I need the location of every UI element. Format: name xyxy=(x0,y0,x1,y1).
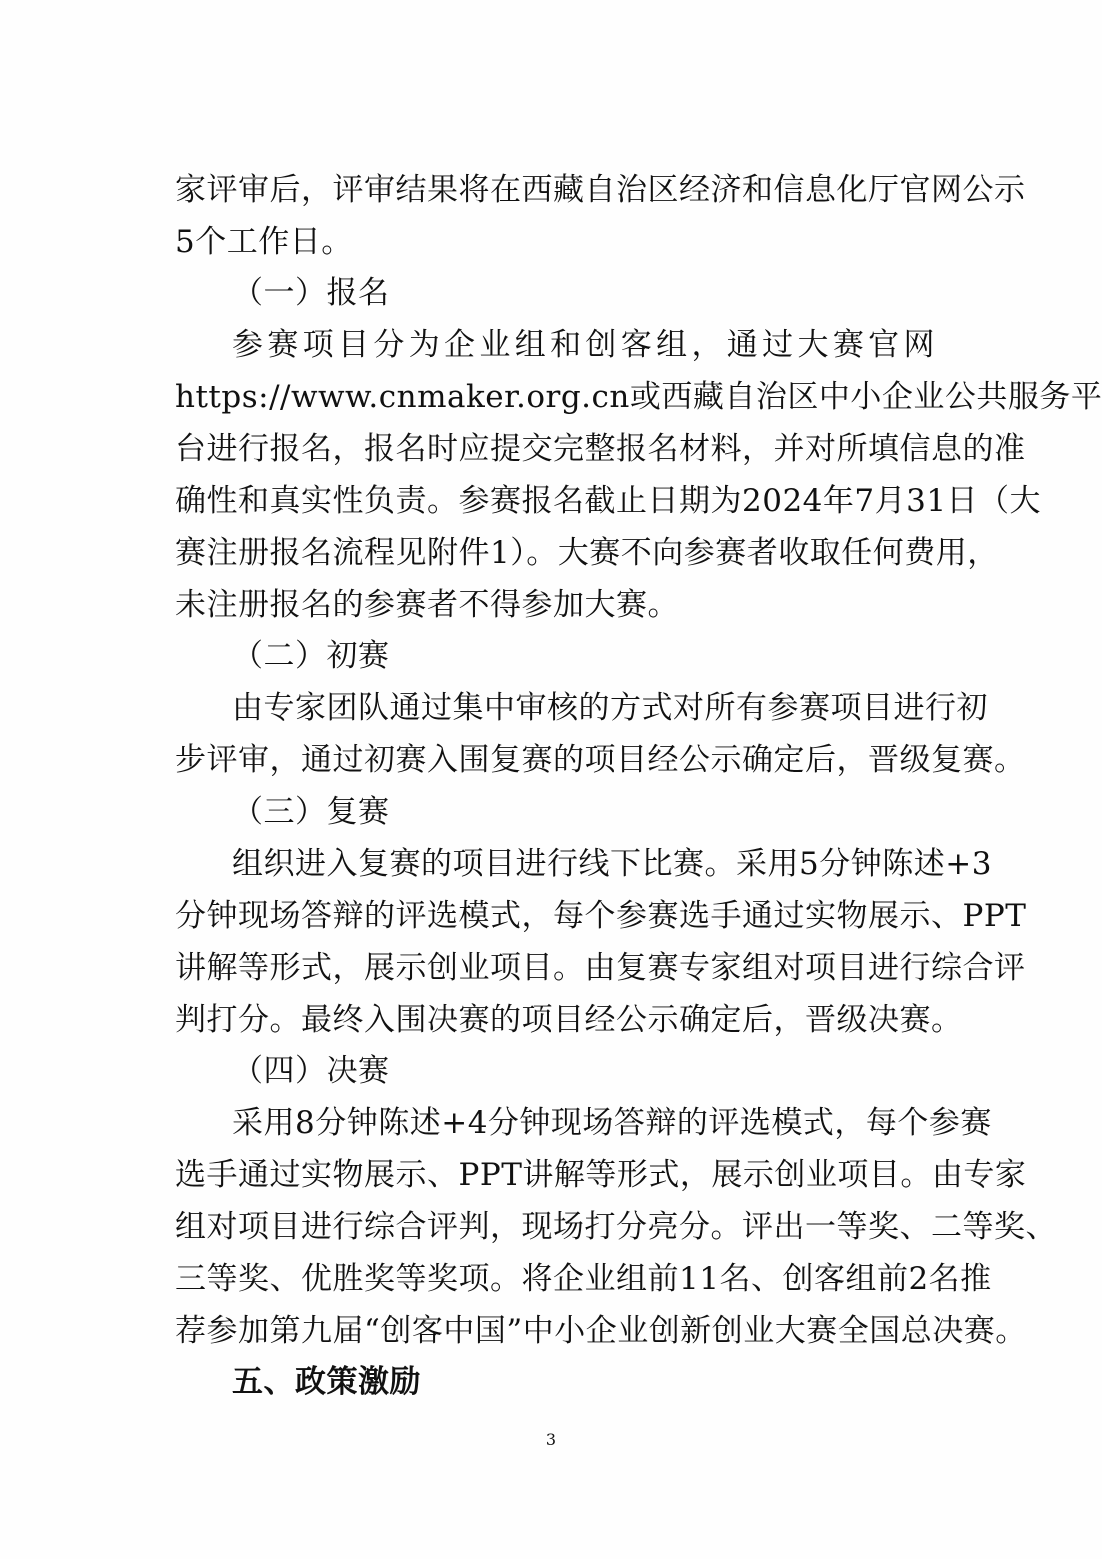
body-text-line: 荐参加第九届“创客中国”中小企业创新创业大赛全国总决赛。 xyxy=(175,1313,1027,1349)
body-text-line: 选手通过实物展示、PPT讲解等形式，展示创业项目。由专家 xyxy=(175,1157,1027,1193)
body-text-line: 三等奖、优胜奖等奖项。将企业组前11名、创客组前2名推 xyxy=(175,1261,992,1297)
section-heading-preliminary: （二）初赛 xyxy=(232,638,390,674)
body-text-line: 组织进入复赛的项目进行线下比赛。采用5分钟陈述+3 xyxy=(232,846,992,882)
section-heading-final: （四）决赛 xyxy=(232,1053,390,1089)
body-text-line: 采用8分钟陈述+4分钟现场答辩的评选模式，每个参赛 xyxy=(232,1105,992,1141)
body-text-line: 确性和真实性负责。参赛报名截止日期为2024年7月31日（大 xyxy=(175,483,1042,519)
body-text-line: 家评审后，评审结果将在西藏自治区经济和信息化厅官网公示 xyxy=(175,172,1026,208)
major-section-heading: 五、政策激励 xyxy=(232,1364,421,1400)
body-text-line: 讲解等形式，展示创业项目。由复赛专家组对项目进行综合评 xyxy=(175,950,1026,986)
body-text-line: 组对项目进行综合评判，现场打分亮分。评出一等奖、二等奖、 xyxy=(175,1209,1057,1245)
body-text-line: 5个工作日。 xyxy=(175,224,353,260)
section-heading-semifinal: （三）复赛 xyxy=(232,794,390,830)
body-text-line: 参赛项目分为企业组和创客组，通过大赛官网 xyxy=(232,327,935,363)
body-text-line: 赛注册报名流程见附件1）。大赛不向参赛者收取任何费用， xyxy=(175,535,999,571)
section-heading-registration: （一）报名 xyxy=(232,275,390,311)
body-text-line: 步评审，通过初赛入围复赛的项目经公示确定后，晋级复赛。 xyxy=(175,742,1026,778)
body-text-line: 未注册报名的参赛者不得参加大赛。 xyxy=(175,587,679,623)
body-text-line: https://www.cnmaker.org.cn或西藏自治区中小企业公共服务平 xyxy=(175,379,1102,415)
body-text-line: 判打分。最终入围决赛的项目经公示确定后，晋级决赛。 xyxy=(175,1002,963,1038)
body-text-line: 台进行报名，报名时应提交完整报名材料，并对所填信息的准 xyxy=(175,431,1026,467)
body-text-line: 分钟现场答辩的评选模式，每个参赛选手通过实物展示、PPT xyxy=(175,898,1027,934)
body-text-line: 由专家团队通过集中审核的方式对所有参赛项目进行初 xyxy=(232,690,988,726)
page-number: 3 xyxy=(545,1430,557,1449)
